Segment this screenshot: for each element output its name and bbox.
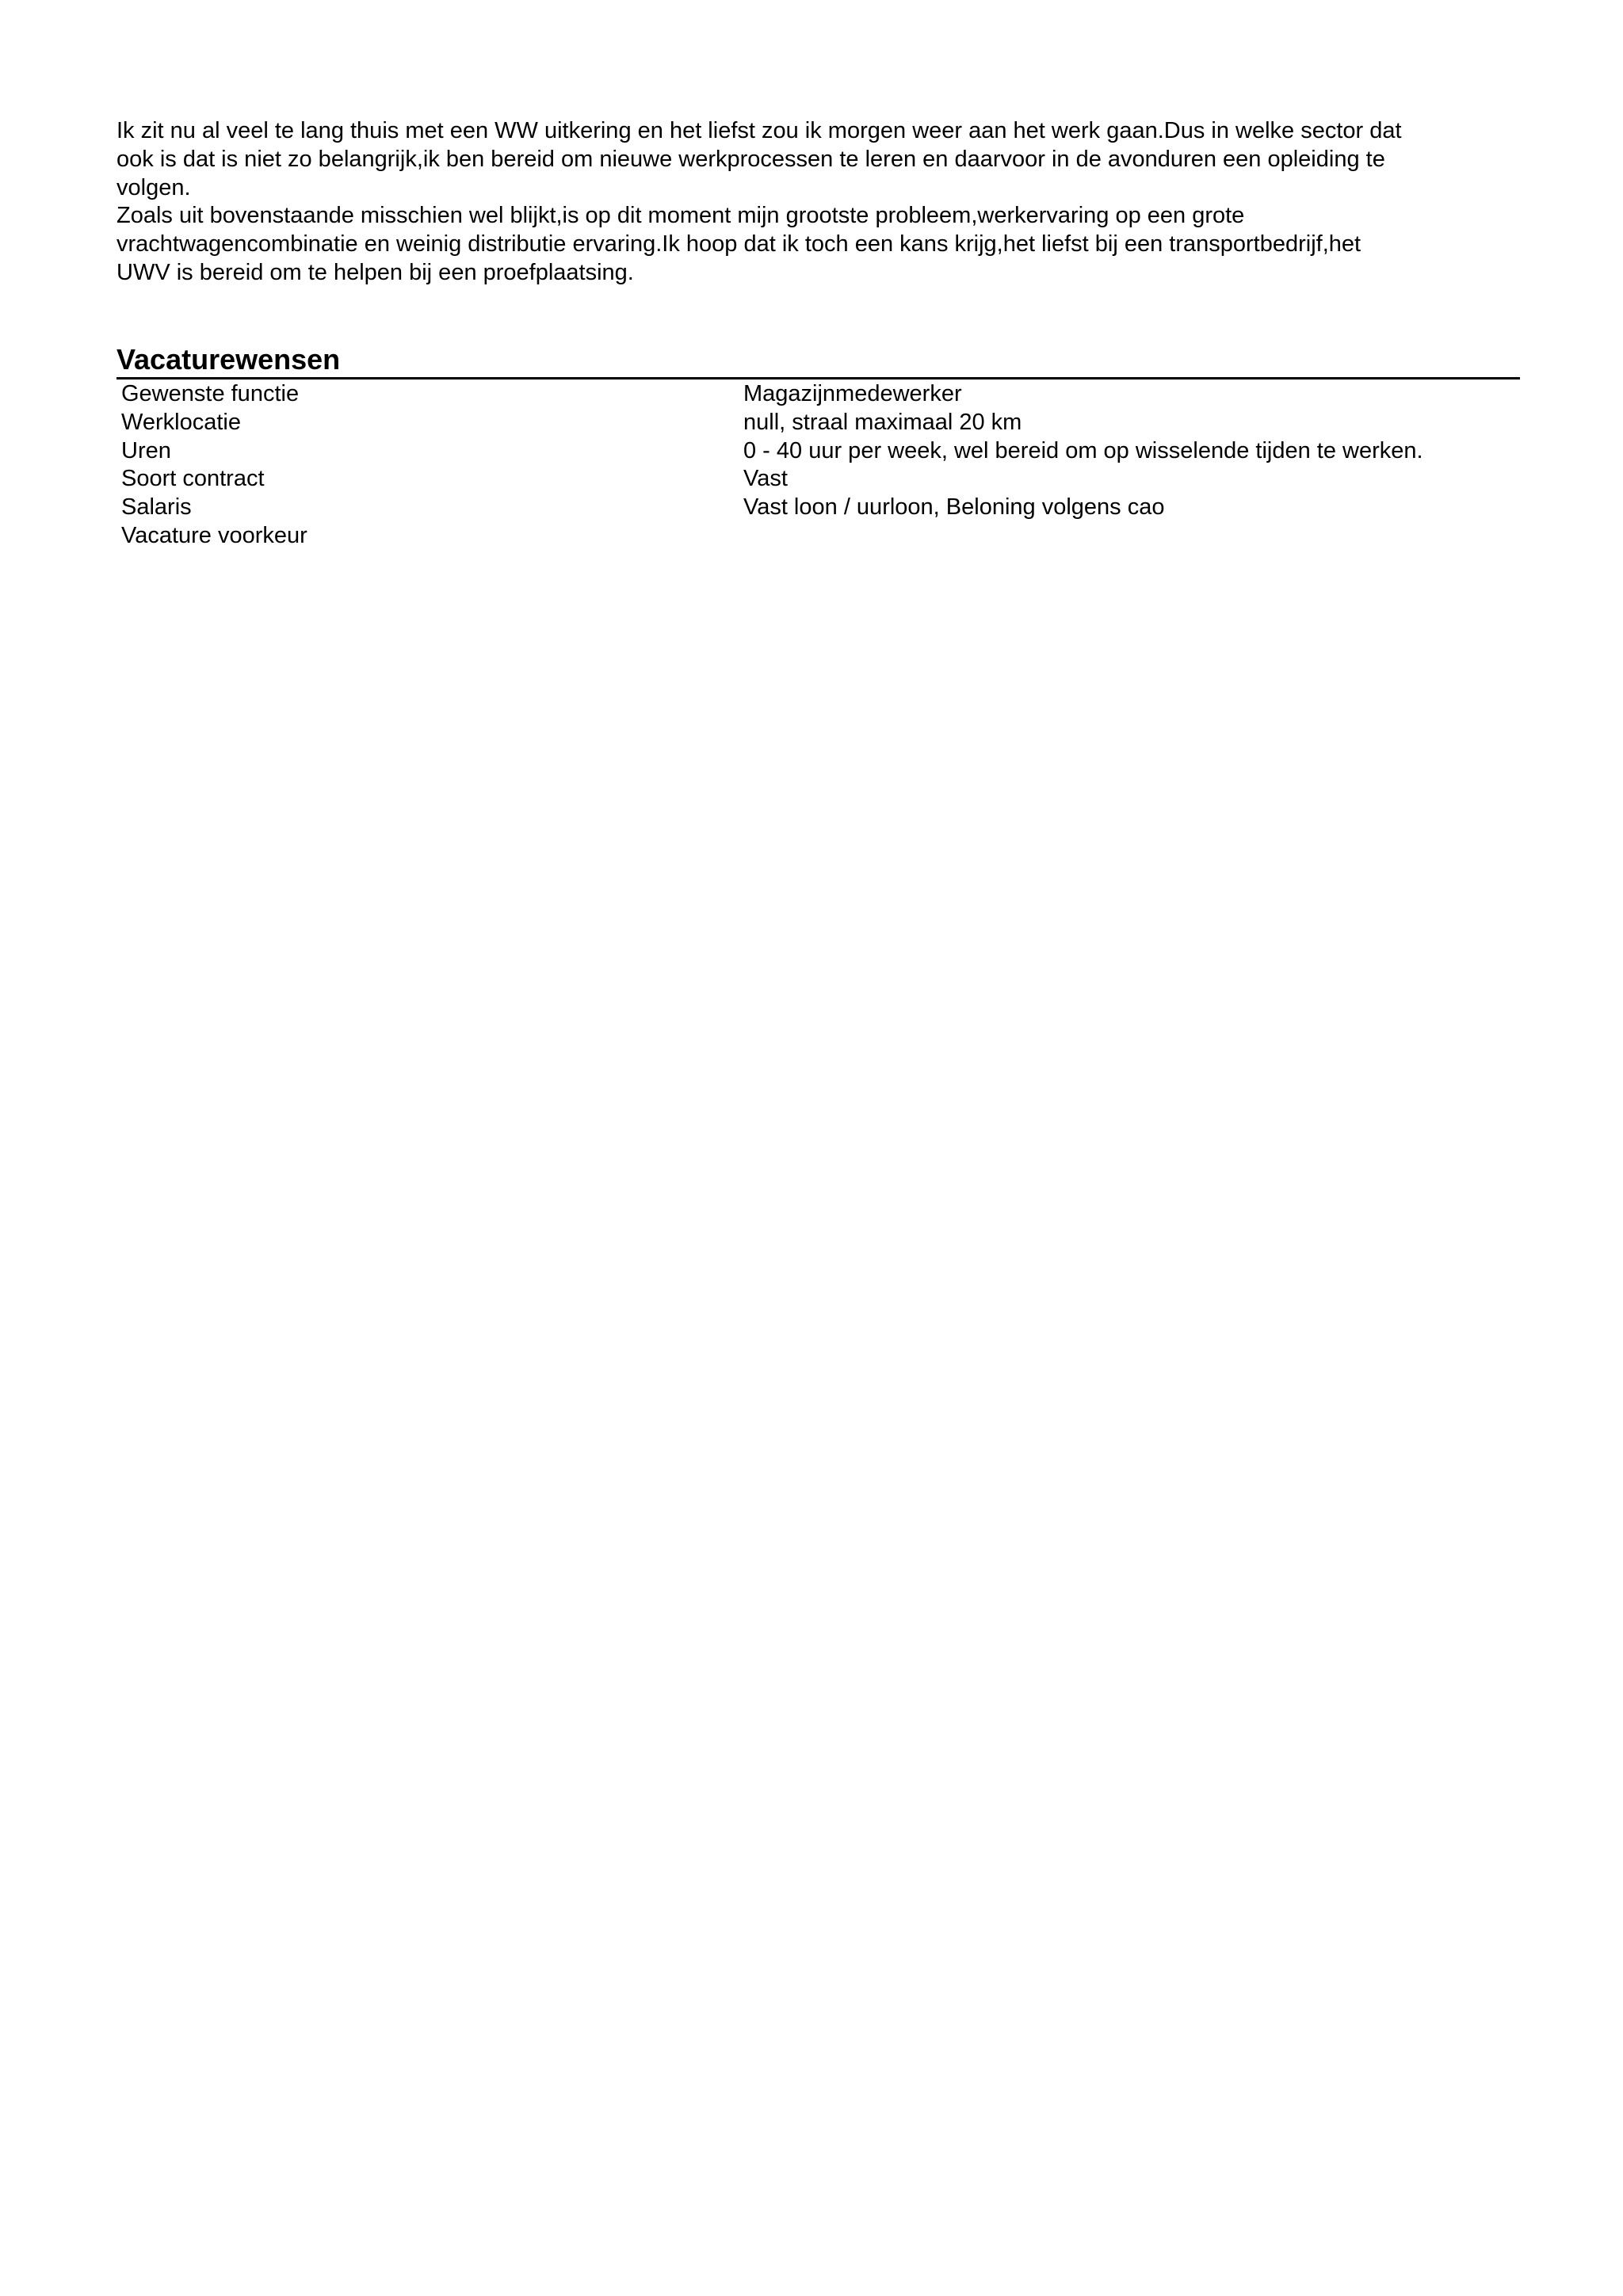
table-row [116,409,1520,437]
row-label: Vacature voorkeur [121,522,307,548]
row-value: Vast [743,466,788,492]
intro-line: UWV is bereid om te helpen bij een proefplaatsing. [116,259,634,285]
table-row [116,465,1520,494]
intro-line: ook is dat is niet zo belangrijk,ik ben bereid om nieuwe werkprocessen te leren en daarvoor in de avonduren een opleiding te [116,146,1385,172]
intro-line: Zoals uit bovenstaande misschien wel blijkt,is op dit moment mijn grootste probleem,werkervaring op een grote [116,203,1245,229]
table-row [116,437,1520,466]
intro-line: volgen. [116,174,191,200]
table-row [116,522,1520,551]
row-label: Salaris [121,494,192,521]
intro-line: vrachtwagencombinatie en weinig distributie ervaring.Ik hoop dat ik toch een kans krijg,het liefst bij een transportbedrijf,het [116,231,1361,257]
section-divider [116,377,1520,379]
section-title: Vacaturewensen [116,343,341,376]
row-label: Werklocatie [121,409,241,435]
row-value: Vast loon / uurloon, Beloning volgens cao [743,494,1165,521]
intro-text [116,117,1527,288]
row-label: Uren [121,437,171,463]
row-value: 0 - 40 uur per week, wel bereid om op wisselende tijden te werken. [743,437,1423,463]
table-row [116,494,1520,522]
table-row [116,380,1520,409]
vacancy-wishes-table [116,380,1520,551]
row-label: Gewenste functie [121,381,300,406]
row-value: Magazijnmedewerker [743,381,962,406]
row-value: null, straal maximaal 20 km [743,409,1022,435]
intro-line: Ik zit nu al veel te lang thuis met een WW uitkering en het liefst zou ik morgen weer aan het werk gaan.Dus in welke sector dat [116,118,1402,143]
row-label: Soort contract [121,466,265,492]
